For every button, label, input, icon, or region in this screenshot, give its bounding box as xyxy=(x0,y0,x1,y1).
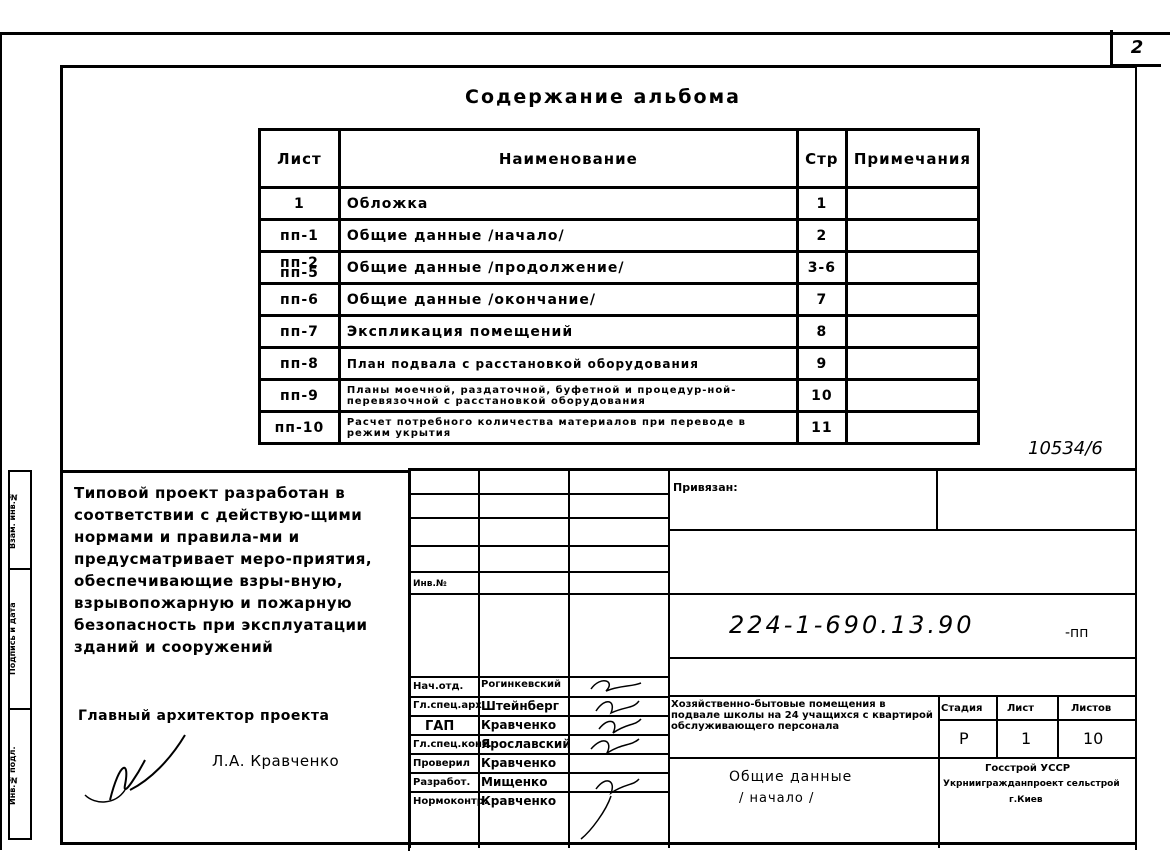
header-note: Примечания xyxy=(846,130,978,188)
row-name: Экспликация помещений xyxy=(339,316,797,348)
row-name: Расчет потребного количества материалов при переводе в режим укрытия xyxy=(339,412,797,444)
stage-value: Р xyxy=(959,729,969,748)
row-page: 2 xyxy=(797,220,846,252)
table-row xyxy=(260,220,979,252)
grid-line xyxy=(668,529,1136,531)
grid-line xyxy=(411,593,668,595)
signatory-name: Рогинкевский xyxy=(481,679,561,690)
document-suffix: -пп xyxy=(1065,625,1089,641)
contents-table xyxy=(258,128,980,445)
row-sheet: 1 xyxy=(260,188,340,220)
table-row xyxy=(260,412,979,444)
signatory-role: Гл.спец.арх. xyxy=(413,700,486,711)
row-note xyxy=(846,252,978,284)
signatory-name: Кравченко xyxy=(481,718,557,732)
row-sheet: пп-9 xyxy=(260,380,340,412)
grid-line xyxy=(411,517,668,519)
row-page: 3-6 xyxy=(797,252,846,284)
table-row xyxy=(260,188,979,220)
table-row xyxy=(260,252,979,284)
row-note xyxy=(846,412,978,444)
chief-architect-label: Главный архитектор проекта xyxy=(78,708,330,724)
side-strip xyxy=(8,470,32,840)
grid-line xyxy=(411,545,668,547)
architect-signature-image xyxy=(70,730,190,810)
sheet-value: 1 xyxy=(1021,729,1032,748)
row-name: План подвала с расстановкой оборудования xyxy=(339,348,797,380)
album-title: Содержание альбома xyxy=(465,86,741,108)
header-page: Стр xyxy=(797,130,846,188)
contents-header-row xyxy=(260,130,979,188)
grid-line xyxy=(938,695,940,848)
grid-line xyxy=(936,471,938,529)
signatory-name: Мищенко xyxy=(481,775,548,789)
org-line1: Госстрой УССР xyxy=(985,763,1071,774)
grid-line xyxy=(938,719,1136,721)
grid-line xyxy=(668,471,670,848)
grid-line xyxy=(996,695,998,757)
row-name: Общие данные /продолжение/ xyxy=(339,252,797,284)
signatory-role: Гл.спец.конс. xyxy=(413,739,492,750)
row-sheet: пп-10 xyxy=(260,412,340,444)
signatory-role: Проверил xyxy=(413,758,470,769)
grid-line xyxy=(1057,695,1059,757)
frame-left-border xyxy=(0,32,2,850)
side-label-replace: Взам. инв.№ xyxy=(8,492,17,550)
row-note xyxy=(846,284,978,316)
drawing-title-line1: Общие данные xyxy=(729,769,853,785)
signatory-role: ГАП xyxy=(425,719,455,734)
row-note xyxy=(846,220,978,252)
row-note xyxy=(846,316,978,348)
org-line3: г.Киев xyxy=(1009,795,1043,805)
row-name: Общие данные /начало/ xyxy=(339,220,797,252)
signatures-image xyxy=(571,671,661,841)
signatory-name: Ярославский xyxy=(481,737,571,751)
grid-line xyxy=(411,493,668,495)
row-note xyxy=(846,348,978,380)
row-sheet: пп-2 пп-5 xyxy=(260,252,340,284)
row-page: 7 xyxy=(797,284,846,316)
grid-line xyxy=(668,695,1136,697)
signatory-name: Штейнберг xyxy=(481,699,559,713)
stage-label: Стадия xyxy=(941,703,983,714)
row-sheet: пп-6 xyxy=(260,284,340,316)
grid-line xyxy=(668,593,1136,595)
sheets-value: 10 xyxy=(1083,729,1104,748)
table-row xyxy=(260,348,979,380)
row-page: 8 xyxy=(797,316,846,348)
signatory-name: Кравченко xyxy=(481,794,557,808)
table-row xyxy=(260,284,979,316)
signatory-role: Нормоконтр. xyxy=(413,796,488,807)
row-page: 9 xyxy=(797,348,846,380)
row-page: 11 xyxy=(797,412,846,444)
table-row xyxy=(260,316,979,348)
chief-architect-name: Л.А. Кравченко xyxy=(212,752,340,770)
row-name: Обложка xyxy=(339,188,797,220)
org-line2: Укрниигражданпроект сельстрой xyxy=(943,779,1120,789)
row-note xyxy=(846,188,978,220)
row-sheet: пп-1 xyxy=(260,220,340,252)
signatory-name: Кравченко xyxy=(481,756,557,770)
grid-line xyxy=(411,571,668,573)
side-label-sign: Подпись и дата xyxy=(8,602,17,676)
frame-top-border xyxy=(0,32,1170,35)
note-text: Типовой проект разработан в соответствии с действую-щими нормами и правила-ми и предусматривает меро-приятия, обеспечивающие взры-вную, взрывопожарную и пожарную безопасность при эксплуатации зданий и сооружений xyxy=(74,484,373,656)
signatory-role: Нач.отд. xyxy=(413,681,464,692)
page-number: 2 xyxy=(1110,30,1161,67)
row-sheet: пп-7 xyxy=(260,316,340,348)
header-name: Наименование xyxy=(339,130,797,188)
row-sheet: пп-8 xyxy=(260,348,340,380)
grid-line xyxy=(668,657,1136,659)
stamp-inv-small: Инв.№ xyxy=(413,579,447,589)
document-code: 224-1-690.13.90 xyxy=(729,611,975,639)
sheets-label: Листов xyxy=(1071,703,1112,714)
signatory-role: Разработ. xyxy=(413,777,471,788)
row-name: Общие данные /окончание/ xyxy=(339,284,797,316)
row-note xyxy=(846,380,978,412)
grid-line xyxy=(668,757,1136,759)
row-page: 1 xyxy=(797,188,846,220)
table-row xyxy=(260,380,979,412)
attached-label: Привязан: xyxy=(673,481,738,494)
row-name: Планы моечной, раздаточной, буфетной и процедур-ной-перевязочной с расстановкой оборудования xyxy=(339,380,797,412)
project-name: Хозяйственно-бытовые помещения в подвале школы на 24 учащихся с квартирой обслуживающего персонала xyxy=(671,699,933,732)
row-page: 10 xyxy=(797,380,846,412)
header-sheet: Лист xyxy=(260,130,340,188)
drawing-title-line2: / начало / xyxy=(739,791,815,806)
sheet-label: Лист xyxy=(1007,703,1035,714)
title-block xyxy=(408,468,1136,848)
inventory-number: 10534/6 xyxy=(1028,438,1103,459)
side-label-inv: Инв.№ подл. xyxy=(8,746,17,806)
